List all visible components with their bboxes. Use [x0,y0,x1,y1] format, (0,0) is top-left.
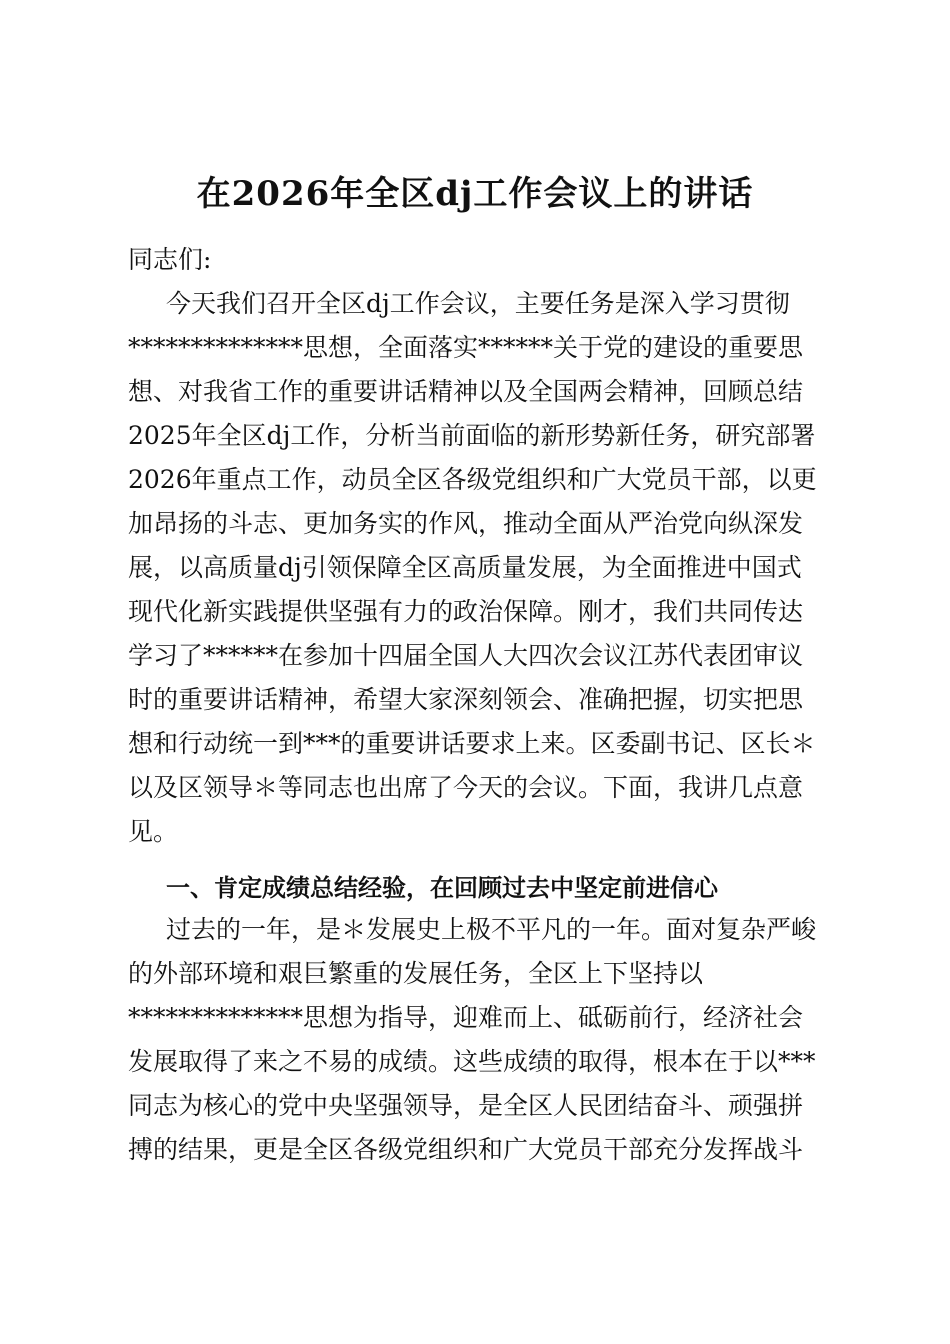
document-title: 在2026年全区dj工作会议上的讲话 [196,174,754,214]
paragraph-line: 想和行动统一到***的重要讲话要求上来。区委副书记、区长＊ [128,729,816,758]
paragraph-line: 2026年重点工作，动员全区各级党组织和广大党员干部，以更 [128,465,817,494]
section-heading: 一、肯定成绩总结经验，在回顾过去中坚定前进信心 [166,873,718,902]
salutation: 同志们: [128,245,212,274]
paragraph-line: **************思想为指导，迎难而上、砥砺前行，经济社会 [128,1003,804,1032]
paragraph-line: 的外部环境和艰巨繁重的发展任务，全区上下坚持以 [128,959,704,988]
paragraph-line: 过去的一年，是＊发展史上极不平凡的一年。面对复杂严峻 [166,915,817,944]
paragraph-line: 展，以高质量dj引领保障全区高质量发展，为全面推进中国式 [128,553,802,582]
paragraph-line: **************思想，全面落实******关于党的建设的重要思 [128,333,804,362]
paragraph-line: 现代化新实践提供坚强有力的政治保障。刚才，我们共同传达 [128,597,804,626]
paragraph-line: 搏的结果，更是全区各级党组织和广大党员干部充分发挥战斗 [128,1135,804,1164]
paragraph-line: 见。 [128,817,179,846]
paragraph-line: 加昂扬的斗志、更加务实的作风，推动全面从严治党向纵深发 [128,509,804,538]
paragraph-line: 同志为核心的党中央坚强领导，是全区人民团结奋斗、顽强拼 [128,1091,804,1120]
paragraph-line: 发展取得了来之不易的成绩。这些成绩的取得，根本在于以*** [128,1047,816,1076]
paragraph-line: 学习了******在参加十四届全国人大四次会议江苏代表团审议 [128,641,804,670]
paragraph-line: 今天我们召开全区dj工作会议，主要任务是深入学习贯彻 [166,289,790,318]
paragraph-line: 以及区领导＊等同志也出席了今天的会议。下面，我讲几点意 [128,773,804,802]
paragraph-line: 时的重要讲话精神，希望大家深刻领会、准确把握，切实把思 [128,685,804,714]
paragraph-line: 想、对我省工作的重要讲话精神以及全国两会精神，回顾总结 [128,377,804,406]
paragraph-line: 2025年全区dj工作，分析当前面临的新形势新任务，研究部署 [128,421,816,450]
